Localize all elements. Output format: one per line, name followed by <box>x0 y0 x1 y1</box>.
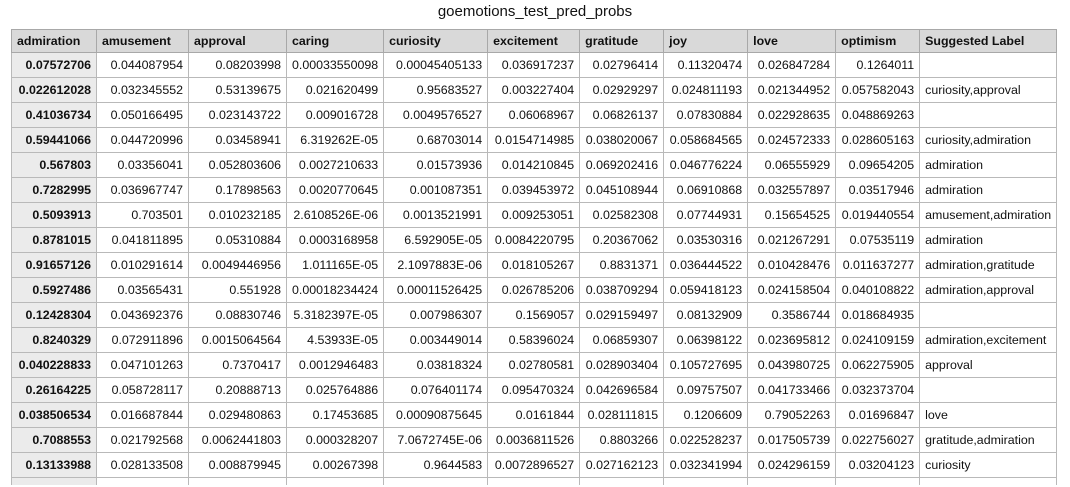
table-cell[interactable]: 0.08203998 <box>189 53 287 78</box>
table-cell[interactable]: 0.026785206 <box>488 278 580 303</box>
table-cell[interactable]: 0.06398122 <box>664 328 748 353</box>
table-cell[interactable]: 0.3586744 <box>748 303 836 328</box>
table-cell[interactable]: 0.59441066 <box>12 128 97 153</box>
suggested-label-cell[interactable]: admiration <box>920 228 1057 253</box>
table-cell[interactable]: 0.028903404 <box>580 353 664 378</box>
table-cell[interactable]: 0.20888713 <box>189 378 287 403</box>
table-cell[interactable]: 0.26164225 <box>12 378 97 403</box>
table-cell[interactable]: 0.009016728 <box>287 103 384 128</box>
table-cell[interactable]: 0.040108822 <box>836 278 920 303</box>
table-cell[interactable]: 2.6108526E-06 <box>287 203 384 228</box>
table-cell[interactable]: 0.021792568 <box>97 428 189 453</box>
table-cell[interactable]: 0.17898563 <box>189 178 287 203</box>
table-cell[interactable]: 0.8781015 <box>12 228 97 253</box>
table-cell[interactable]: 0.038506534 <box>12 403 97 428</box>
table-cell[interactable] <box>384 478 488 486</box>
table-cell[interactable]: 0.058728117 <box>97 378 189 403</box>
table-cell[interactable]: 0.024109159 <box>836 328 920 353</box>
table-cell[interactable]: 0.05310884 <box>189 228 287 253</box>
table-cell[interactable]: 0.06910868 <box>664 178 748 203</box>
table-cell[interactable]: 0.567803 <box>12 153 97 178</box>
table-cell[interactable]: 0.007986307 <box>384 303 488 328</box>
table-cell[interactable]: 0.03458941 <box>189 128 287 153</box>
suggested-label-cell[interactable]: approval <box>920 353 1057 378</box>
table-cell[interactable]: 0.001087351 <box>384 178 488 203</box>
table-cell[interactable]: 0.023143722 <box>189 103 287 128</box>
column-header[interactable]: approval <box>189 30 287 53</box>
suggested-label-cell[interactable]: admiration <box>920 153 1057 178</box>
table-cell[interactable]: 0.0020770645 <box>287 178 384 203</box>
table-cell[interactable]: 0.095470324 <box>488 378 580 403</box>
table-cell[interactable]: 0.038709294 <box>580 278 664 303</box>
table-cell[interactable]: 0.00033550098 <box>287 53 384 78</box>
table-cell[interactable]: 0.105727695 <box>664 353 748 378</box>
table-row <box>12 453 1057 478</box>
table-cell[interactable]: 0.00018234424 <box>287 278 384 303</box>
table-row <box>12 253 1057 278</box>
suggested-label-cell[interactable]: amusement,admiration <box>920 203 1057 228</box>
table-cell[interactable]: 0.0154714985 <box>488 128 580 153</box>
table-cell[interactable]: 0.021620499 <box>287 78 384 103</box>
column-header[interactable]: gratitude <box>580 30 664 53</box>
table-cell[interactable]: 0.062275905 <box>836 353 920 378</box>
table-cell[interactable]: 0.036967747 <box>97 178 189 203</box>
table-row <box>12 128 1057 153</box>
table-row <box>12 403 1057 428</box>
table-cell[interactable]: 0.044087954 <box>97 53 189 78</box>
table-cell[interactable]: 0.014210845 <box>488 153 580 178</box>
table-cell[interactable]: 0.0084220795 <box>488 228 580 253</box>
column-header[interactable]: joy <box>664 30 748 53</box>
column-header[interactable]: Suggested Label <box>920 30 1057 53</box>
table-row <box>12 353 1057 378</box>
table-cell[interactable]: 0.043980725 <box>748 353 836 378</box>
table-row <box>12 278 1057 303</box>
table-row <box>12 328 1057 353</box>
table-cell[interactable]: 0.8831371 <box>580 253 664 278</box>
table-cell[interactable]: 5.3182397E-05 <box>287 303 384 328</box>
table-cell[interactable]: 0.069202416 <box>580 153 664 178</box>
table-cell[interactable] <box>664 478 748 486</box>
table-cell[interactable]: 0.03818324 <box>384 353 488 378</box>
table-cell[interactable]: 0.010291614 <box>97 253 189 278</box>
table-cell[interactable]: 0.032373704 <box>836 378 920 403</box>
table-row <box>12 178 1057 203</box>
table-cell[interactable]: 0.026847284 <box>748 53 836 78</box>
table-cell[interactable]: 0.0161844 <box>488 403 580 428</box>
suggested-label-cell[interactable]: curiosity,admiration <box>920 128 1057 153</box>
suggested-label-cell[interactable]: admiration,approval <box>920 278 1057 303</box>
table-cell[interactable]: 0.039453972 <box>488 178 580 203</box>
table-cell[interactable]: 0.95683527 <box>384 78 488 103</box>
table-cell[interactable]: 0.057582043 <box>836 78 920 103</box>
suggested-label-cell[interactable]: love <box>920 403 1057 428</box>
table-cell[interactable]: 0.024158504 <box>748 278 836 303</box>
table-cell[interactable]: 0.1569057 <box>488 303 580 328</box>
table-cell[interactable]: 0.53139675 <box>189 78 287 103</box>
sheet-title: goemotions_test_pred_probs <box>437 3 633 20</box>
table-cell[interactable] <box>189 478 287 486</box>
table-cell[interactable]: 0.01696847 <box>836 403 920 428</box>
table-cell[interactable]: 0.008879945 <box>189 453 287 478</box>
suggested-label-cell[interactable] <box>920 303 1057 328</box>
table-cell[interactable]: 0.010428476 <box>748 253 836 278</box>
column-header[interactable]: caring <box>287 30 384 53</box>
table-cell[interactable]: 0.00267398 <box>287 453 384 478</box>
table-cell[interactable]: 0.028111815 <box>580 403 664 428</box>
suggested-label-cell[interactable]: admiration <box>920 178 1057 203</box>
table-cell[interactable]: 0.032341994 <box>664 453 748 478</box>
column-header[interactable]: love <box>748 30 836 53</box>
suggested-label-cell[interactable] <box>920 103 1057 128</box>
column-header[interactable]: amusement <box>97 30 189 53</box>
table-cell[interactable]: 1.011165E-05 <box>287 253 384 278</box>
table-cell[interactable]: 0.025764886 <box>287 378 384 403</box>
table-cell[interactable]: 0.06555929 <box>748 153 836 178</box>
table-cell[interactable]: 0.040228833 <box>12 353 97 378</box>
table-cell[interactable]: 0.003449014 <box>384 328 488 353</box>
table-cell[interactable]: 0.15654525 <box>748 203 836 228</box>
table-cell[interactable]: 0.044720996 <box>97 128 189 153</box>
table-row <box>12 228 1057 253</box>
table-cell[interactable]: 0.01573936 <box>384 153 488 178</box>
table-cell[interactable]: 0.0012946483 <box>287 353 384 378</box>
table-cell[interactable]: 0.1206609 <box>664 403 748 428</box>
table-cell[interactable]: 0.07744931 <box>664 203 748 228</box>
table-cell[interactable]: 0.06859307 <box>580 328 664 353</box>
table-cell[interactable]: 0.08830746 <box>189 303 287 328</box>
table-cell[interactable]: 0.0003168958 <box>287 228 384 253</box>
table-cell[interactable]: 0.07535119 <box>836 228 920 253</box>
table-cell[interactable]: 0.009253051 <box>488 203 580 228</box>
table-cell[interactable]: 0.045108944 <box>580 178 664 203</box>
column-header[interactable]: excitement <box>488 30 580 53</box>
table-cell[interactable]: 0.022612028 <box>12 78 97 103</box>
table-row <box>12 103 1057 128</box>
table-cell[interactable]: 0.048869263 <box>836 103 920 128</box>
table-cell[interactable]: 0.551928 <box>189 278 287 303</box>
table-cell[interactable]: 0.12428304 <box>12 303 97 328</box>
table-cell[interactable]: 0.050166495 <box>97 103 189 128</box>
column-header[interactable]: optimism <box>836 30 920 53</box>
table-cell[interactable]: 0.023695812 <box>748 328 836 353</box>
table-cell[interactable]: 0.17453685 <box>287 403 384 428</box>
table-cell[interactable]: 0.059418123 <box>664 278 748 303</box>
table-row <box>12 203 1057 228</box>
suggested-label-cell[interactable]: curiosity,approval <box>920 78 1057 103</box>
table-cell[interactable]: 0.9644583 <box>384 453 488 478</box>
table-cell[interactable]: 0.027162123 <box>580 453 664 478</box>
table-cell[interactable] <box>287 478 384 486</box>
table-cell[interactable]: 0.07830884 <box>664 103 748 128</box>
table-cell[interactable]: 0.022528237 <box>664 428 748 453</box>
table-cell[interactable]: 0.7370417 <box>189 353 287 378</box>
table-cell[interactable]: 0.024572333 <box>748 128 836 153</box>
table-cell[interactable]: 0.019440554 <box>836 203 920 228</box>
table-cell[interactable]: 0.0062441803 <box>189 428 287 453</box>
header-row <box>12 30 1057 53</box>
table-cell[interactable]: 0.021267291 <box>748 228 836 253</box>
table-cell[interactable]: 0.03530316 <box>664 228 748 253</box>
data-table <box>11 29 1057 485</box>
table-cell[interactable]: 0.703501 <box>97 203 189 228</box>
table-cell[interactable]: 0.017505739 <box>748 428 836 453</box>
table-cell[interactable]: 0.02582308 <box>580 203 664 228</box>
table-cell[interactable] <box>488 478 580 486</box>
table-cell[interactable]: 7.0672745E-06 <box>384 428 488 453</box>
table-cell[interactable]: 0.08132909 <box>664 303 748 328</box>
table-cell[interactable]: 0.7282995 <box>12 178 97 203</box>
table-cell[interactable]: 0.8240329 <box>12 328 97 353</box>
table-cell[interactable]: 0.022756027 <box>836 428 920 453</box>
table-cell[interactable]: 0.018105267 <box>488 253 580 278</box>
suggested-label-cell[interactable]: curiosity <box>920 453 1057 478</box>
table-cell[interactable] <box>580 478 664 486</box>
table-cell[interactable]: 0.09757507 <box>664 378 748 403</box>
suggested-label-cell[interactable] <box>920 53 1057 78</box>
table-cell[interactable]: 0.011637277 <box>836 253 920 278</box>
table-cell[interactable]: 0.02780581 <box>488 353 580 378</box>
suggested-label-cell[interactable]: gratitude,admiration <box>920 428 1057 453</box>
table-cell[interactable]: 0.5927486 <box>12 278 97 303</box>
table-cell[interactable]: 4.53933E-05 <box>287 328 384 353</box>
table-cell[interactable]: 0.029480863 <box>189 403 287 428</box>
table-cell[interactable]: 0.0027210633 <box>287 153 384 178</box>
table-cell[interactable]: 0.0013521991 <box>384 203 488 228</box>
table-cell[interactable]: 0.11320474 <box>664 53 748 78</box>
table-cell[interactable]: 0.076401174 <box>384 378 488 403</box>
table-cell[interactable]: 0.58396024 <box>488 328 580 353</box>
table-cell[interactable]: 0.7088553 <box>12 428 97 453</box>
table-row <box>12 378 1057 403</box>
table-cell[interactable]: 0.0036811526 <box>488 428 580 453</box>
table-cell[interactable]: 0.000328207 <box>287 428 384 453</box>
suggested-label-cell[interactable]: admiration,gratitude <box>920 253 1057 278</box>
table-cell[interactable]: 0.024296159 <box>748 453 836 478</box>
column-header[interactable]: curiosity <box>384 30 488 53</box>
table-cell[interactable]: 0.68703014 <box>384 128 488 153</box>
table-cell[interactable]: 0.41036734 <box>12 103 97 128</box>
table-row <box>12 153 1057 178</box>
table-cell[interactable]: 0.00011526425 <box>384 278 488 303</box>
table-cell[interactable] <box>97 478 189 486</box>
table-cell[interactable]: 0.0072896527 <box>488 453 580 478</box>
table-cell[interactable] <box>12 478 97 486</box>
table-cell[interactable] <box>920 478 1057 486</box>
table-cell[interactable]: 0.036917237 <box>488 53 580 78</box>
table-cell[interactable]: 0.021344952 <box>748 78 836 103</box>
table-cell[interactable]: 0.032557897 <box>748 178 836 203</box>
table-cell[interactable]: 0.029159497 <box>580 303 664 328</box>
table-cell[interactable]: 0.010232185 <box>189 203 287 228</box>
table-cell[interactable]: 0.022928635 <box>748 103 836 128</box>
table-cell[interactable]: 0.052803606 <box>189 153 287 178</box>
table-cell[interactable]: 0.0049576527 <box>384 103 488 128</box>
table-cell[interactable]: 0.00045405133 <box>384 53 488 78</box>
table-cell[interactable]: 0.072911896 <box>97 328 189 353</box>
table-cell[interactable]: 0.8803266 <box>580 428 664 453</box>
table-cell[interactable]: 0.02929297 <box>580 78 664 103</box>
table-cell[interactable]: 0.02796414 <box>580 53 664 78</box>
table-cell[interactable]: 0.024811193 <box>664 78 748 103</box>
table-cell[interactable]: 0.91657126 <box>12 253 97 278</box>
table-cell[interactable]: 0.041811895 <box>97 228 189 253</box>
column-header[interactable]: admiration <box>12 30 97 53</box>
suggested-label-cell[interactable] <box>920 378 1057 403</box>
table-cell[interactable]: 0.028605163 <box>836 128 920 153</box>
table-cell[interactable]: 0.09654205 <box>836 153 920 178</box>
table-cell[interactable]: 0.0049446956 <box>189 253 287 278</box>
table-cell[interactable]: 0.032345552 <box>97 78 189 103</box>
table-row <box>12 53 1057 78</box>
suggested-label-cell[interactable]: admiration,excitement <box>920 328 1057 353</box>
table-cell[interactable]: 0.1264011 <box>836 53 920 78</box>
table-cell[interactable]: 0.13133988 <box>12 453 97 478</box>
table-cell[interactable]: 0.038020067 <box>580 128 664 153</box>
table-cell[interactable]: 0.79052263 <box>748 403 836 428</box>
table-cell[interactable]: 0.03517946 <box>836 178 920 203</box>
table-cell[interactable] <box>836 478 920 486</box>
table-cell[interactable]: 0.016687844 <box>97 403 189 428</box>
table-cell[interactable]: 0.00090875645 <box>384 403 488 428</box>
table-cell[interactable]: 0.20367062 <box>580 228 664 253</box>
table-cell[interactable]: 0.041733466 <box>748 378 836 403</box>
table-cell[interactable]: 0.0015064564 <box>189 328 287 353</box>
table-cell[interactable]: 0.03356041 <box>97 153 189 178</box>
table-cell[interactable]: 2.1097883E-06 <box>384 253 488 278</box>
table-cell[interactable] <box>748 478 836 486</box>
table-cell[interactable]: 0.047101263 <box>97 353 189 378</box>
table-cell[interactable]: 6.319262E-05 <box>287 128 384 153</box>
table-row-partial <box>12 478 1057 486</box>
table-row <box>12 428 1057 453</box>
table-cell[interactable]: 6.592905E-05 <box>384 228 488 253</box>
table-cell[interactable]: 0.03565431 <box>97 278 189 303</box>
table-cell[interactable]: 0.07572706 <box>12 53 97 78</box>
table-cell[interactable]: 0.003227404 <box>488 78 580 103</box>
table-cell[interactable]: 0.03204123 <box>836 453 920 478</box>
table-row <box>12 303 1057 328</box>
table-cell[interactable]: 0.046776224 <box>664 153 748 178</box>
table-cell[interactable]: 0.018684935 <box>836 303 920 328</box>
table-cell[interactable]: 0.06068967 <box>488 103 580 128</box>
table-cell[interactable]: 0.043692376 <box>97 303 189 328</box>
table-cell[interactable]: 0.042696584 <box>580 378 664 403</box>
table-cell[interactable]: 0.5093913 <box>12 203 97 228</box>
table-row <box>12 78 1057 103</box>
table-cell[interactable]: 0.036444522 <box>664 253 748 278</box>
table-cell[interactable]: 0.058684565 <box>664 128 748 153</box>
table-cell[interactable]: 0.06826137 <box>580 103 664 128</box>
table-cell[interactable]: 0.028133508 <box>97 453 189 478</box>
